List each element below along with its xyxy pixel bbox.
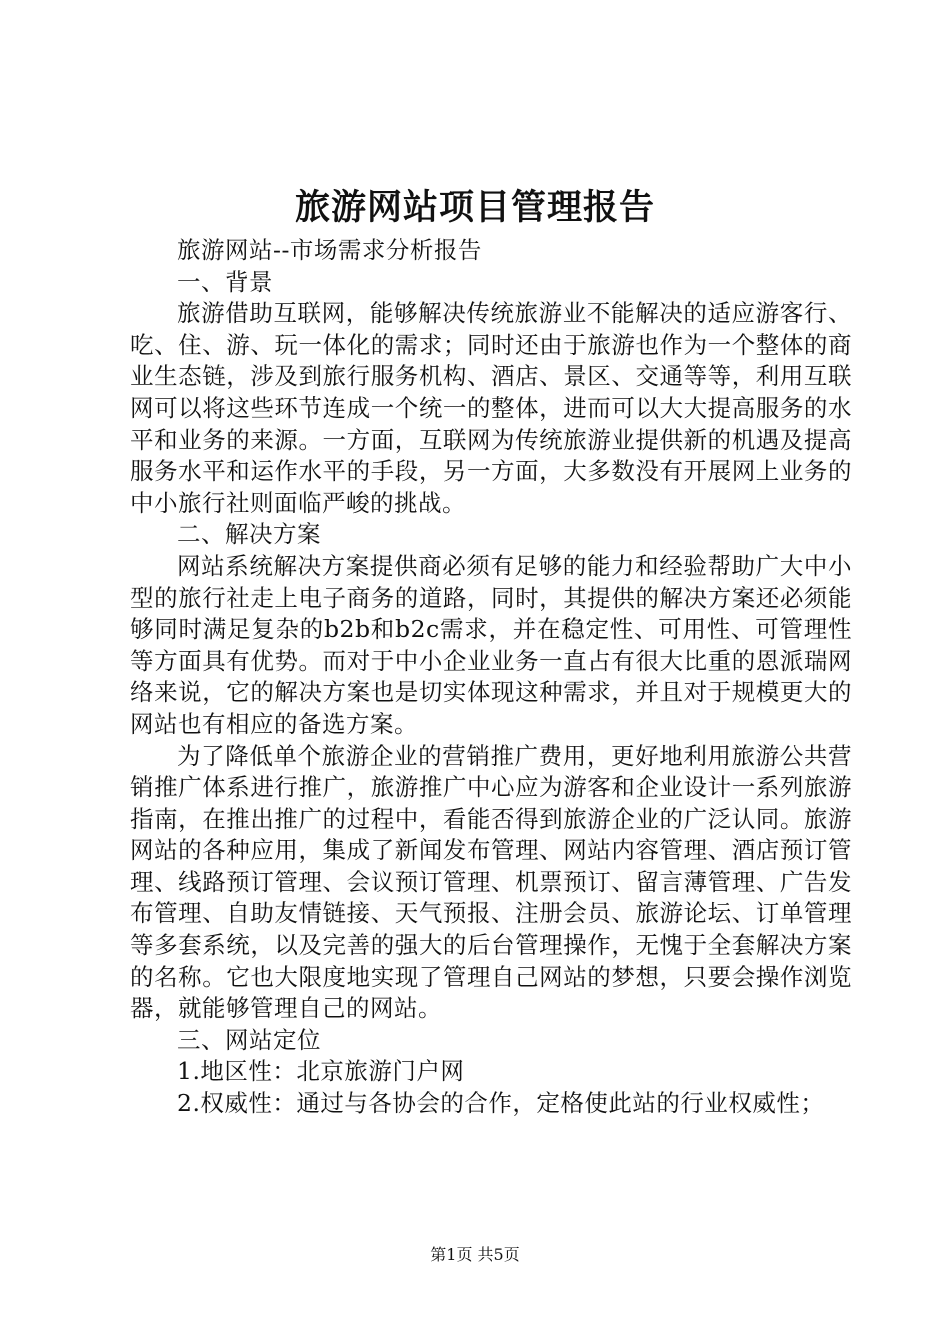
body-paragraph: 网站系统解决方案提供商必须有足够的能力和经验帮助广大中小型的旅行社走上电子商务的道路，同时，其提供的解决方案还必须能够同时满足复杂的b2b和b2c需求，并在稳定性、可用性、可管理性等方面具有优势。而对于中小企业业务一直占有很大比重的恩派瑞网络来说，它的解决方案也是切实体现这种需求，并且对于规模更大的网站也有相应的备选方案。 [130, 551, 852, 738]
body-paragraph: 旅游借助互联网，能够解决传统旅游业不能解决的适应游客行、吃、住、游、玩一体化的需求；同时还由于旅游也作为一个整体的商业生态链，涉及到旅行服务机构、酒店、景区、交通等等，利用互联网可以将这些环节连成一个统一的整体，进而可以大大提高服务的水平和业务的来源。一方面，互联网为传统旅游业提供新的机遇及提高服务水平和运作水平的手段，另一方面，大多数没有开展网上业务的中小旅行社则面临严峻的挑战。 [130, 299, 852, 517]
section-heading-positioning: 三、网站定位 [177, 1025, 321, 1054]
list-item: 2.权威性：通过与各协会的合作，定格使此站的行业权威性； [177, 1089, 825, 1118]
section-heading-solution: 二、解决方案 [177, 520, 321, 549]
subtitle-paragraph: 旅游网站--市场需求分析报告 [177, 236, 482, 264]
section-heading-background: 一、背景 [177, 267, 273, 296]
body-paragraph: 为了降低单个旅游企业的营销推广费用，更好地利用旅游公共营销推广体系进行推广，旅游推广中心应为游客和企业设计一系列旅游指南，在推出推广的过程中，看能否得到旅游企业的广泛认同。旅游网站的各种应用，集成了新闻发布管理、网站内容管理、酒店预订管理、线路预订管理、会议预订管理、机票预订、留言薄管理、广告发布管理、自助友情链接、天气预报、注册会员、旅游论坛、订单管理等多套系统，以及完善的强大的后台管理操作，无愧于全套解决方案的名称。它也大限度地实现了管理自己网站的梦想，只要会操作浏览器，就能够管理自己的网站。 [130, 741, 852, 1023]
document-title: 旅游网站项目管理报告 [294, 187, 655, 228]
list-item: 1.地区性：北京旅游门户网 [177, 1057, 465, 1086]
document-body [130, 235, 852, 1120]
page-number-footer: 第1页 共5页 [430, 1245, 520, 1264]
